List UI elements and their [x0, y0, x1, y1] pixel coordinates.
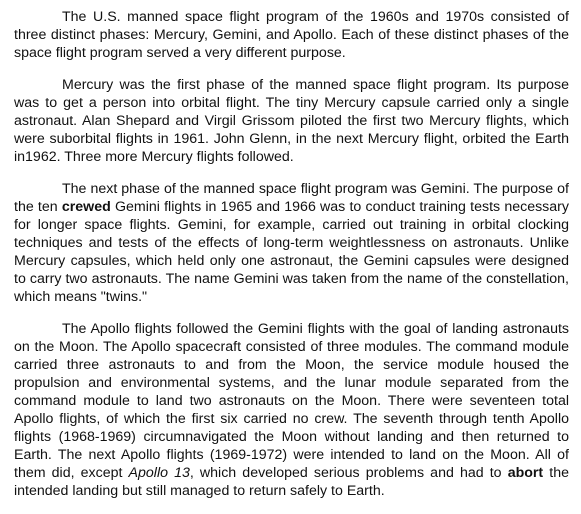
paragraph-text: Mercury was the first phase of the manned space flight program. Its purpose was to get a person into orbital flight. The tiny Mercury capsule carried only a single astronaut. Alan Shepard and Virgil Grissom piloted the first two Mercury flights, which were suborbital flights in 1961. John Glenn, in the next Mercury flight, orbited the Earth in1962. Three more Mercury flights followed. [14, 77, 569, 165]
paragraph-text: , which developed serious problems and had to [189, 465, 508, 481]
paragraph-intro [14, 8, 569, 62]
paragraph-text: the intended landing but still managed to return safely to Earth. [14, 465, 569, 499]
paragraph-apollo [14, 320, 569, 500]
document-body [14, 8, 569, 514]
vocab-word-abort: abort [507, 465, 544, 481]
mission-name-apollo-13: Apollo 13 [128, 465, 190, 481]
paragraph-text: The next phase of the manned space flight program was Gemini. The purpose of the ten [14, 181, 569, 215]
vocab-word-crewed: crewed [61, 199, 111, 215]
paragraph-gemini [14, 180, 569, 306]
paragraph-text: Gemini flights in 1965 and 1966 was to conduct training tests necessary for longer space flights. Gemini, for example, carried out training in orbital clocking techniques and tests of the effects of long-term weightlessness on astronauts. Unlike Mercury capsules, which held only one astronaut, the Gemini capsules were designed to carry two astronauts. The name Gemini was taken from the name of the constellation, which means "twins." [14, 199, 569, 305]
paragraph-text: The U.S. manned space flight program of the 1960s and 1970s consisted of three distinct phases: Mercury, Gemini, and Apollo. Each of these distinct phases of the space flight program served a very different purpose. [14, 9, 569, 61]
paragraph-mercury [14, 76, 569, 166]
paragraph-text: The Apollo flights followed the Gemini flights with the goal of landing astronauts on the Moon. The Apollo spacecraft consisted of three modules. The command module carried three astronauts to and from the Moon, the service module housed the propulsion and environmental systems, and the lunar module separated from the command module to land two astronauts on the Moon. There were seventeen total Apollo flights, of which the first six carried no crew. The seventh through tenth Apollo flights (1968-1969) circumnavigated the Moon without landing and then returned to Earth. The next Apollo flights (1969-1972) were intended to land on the Moon. All of them did, except [14, 321, 569, 481]
